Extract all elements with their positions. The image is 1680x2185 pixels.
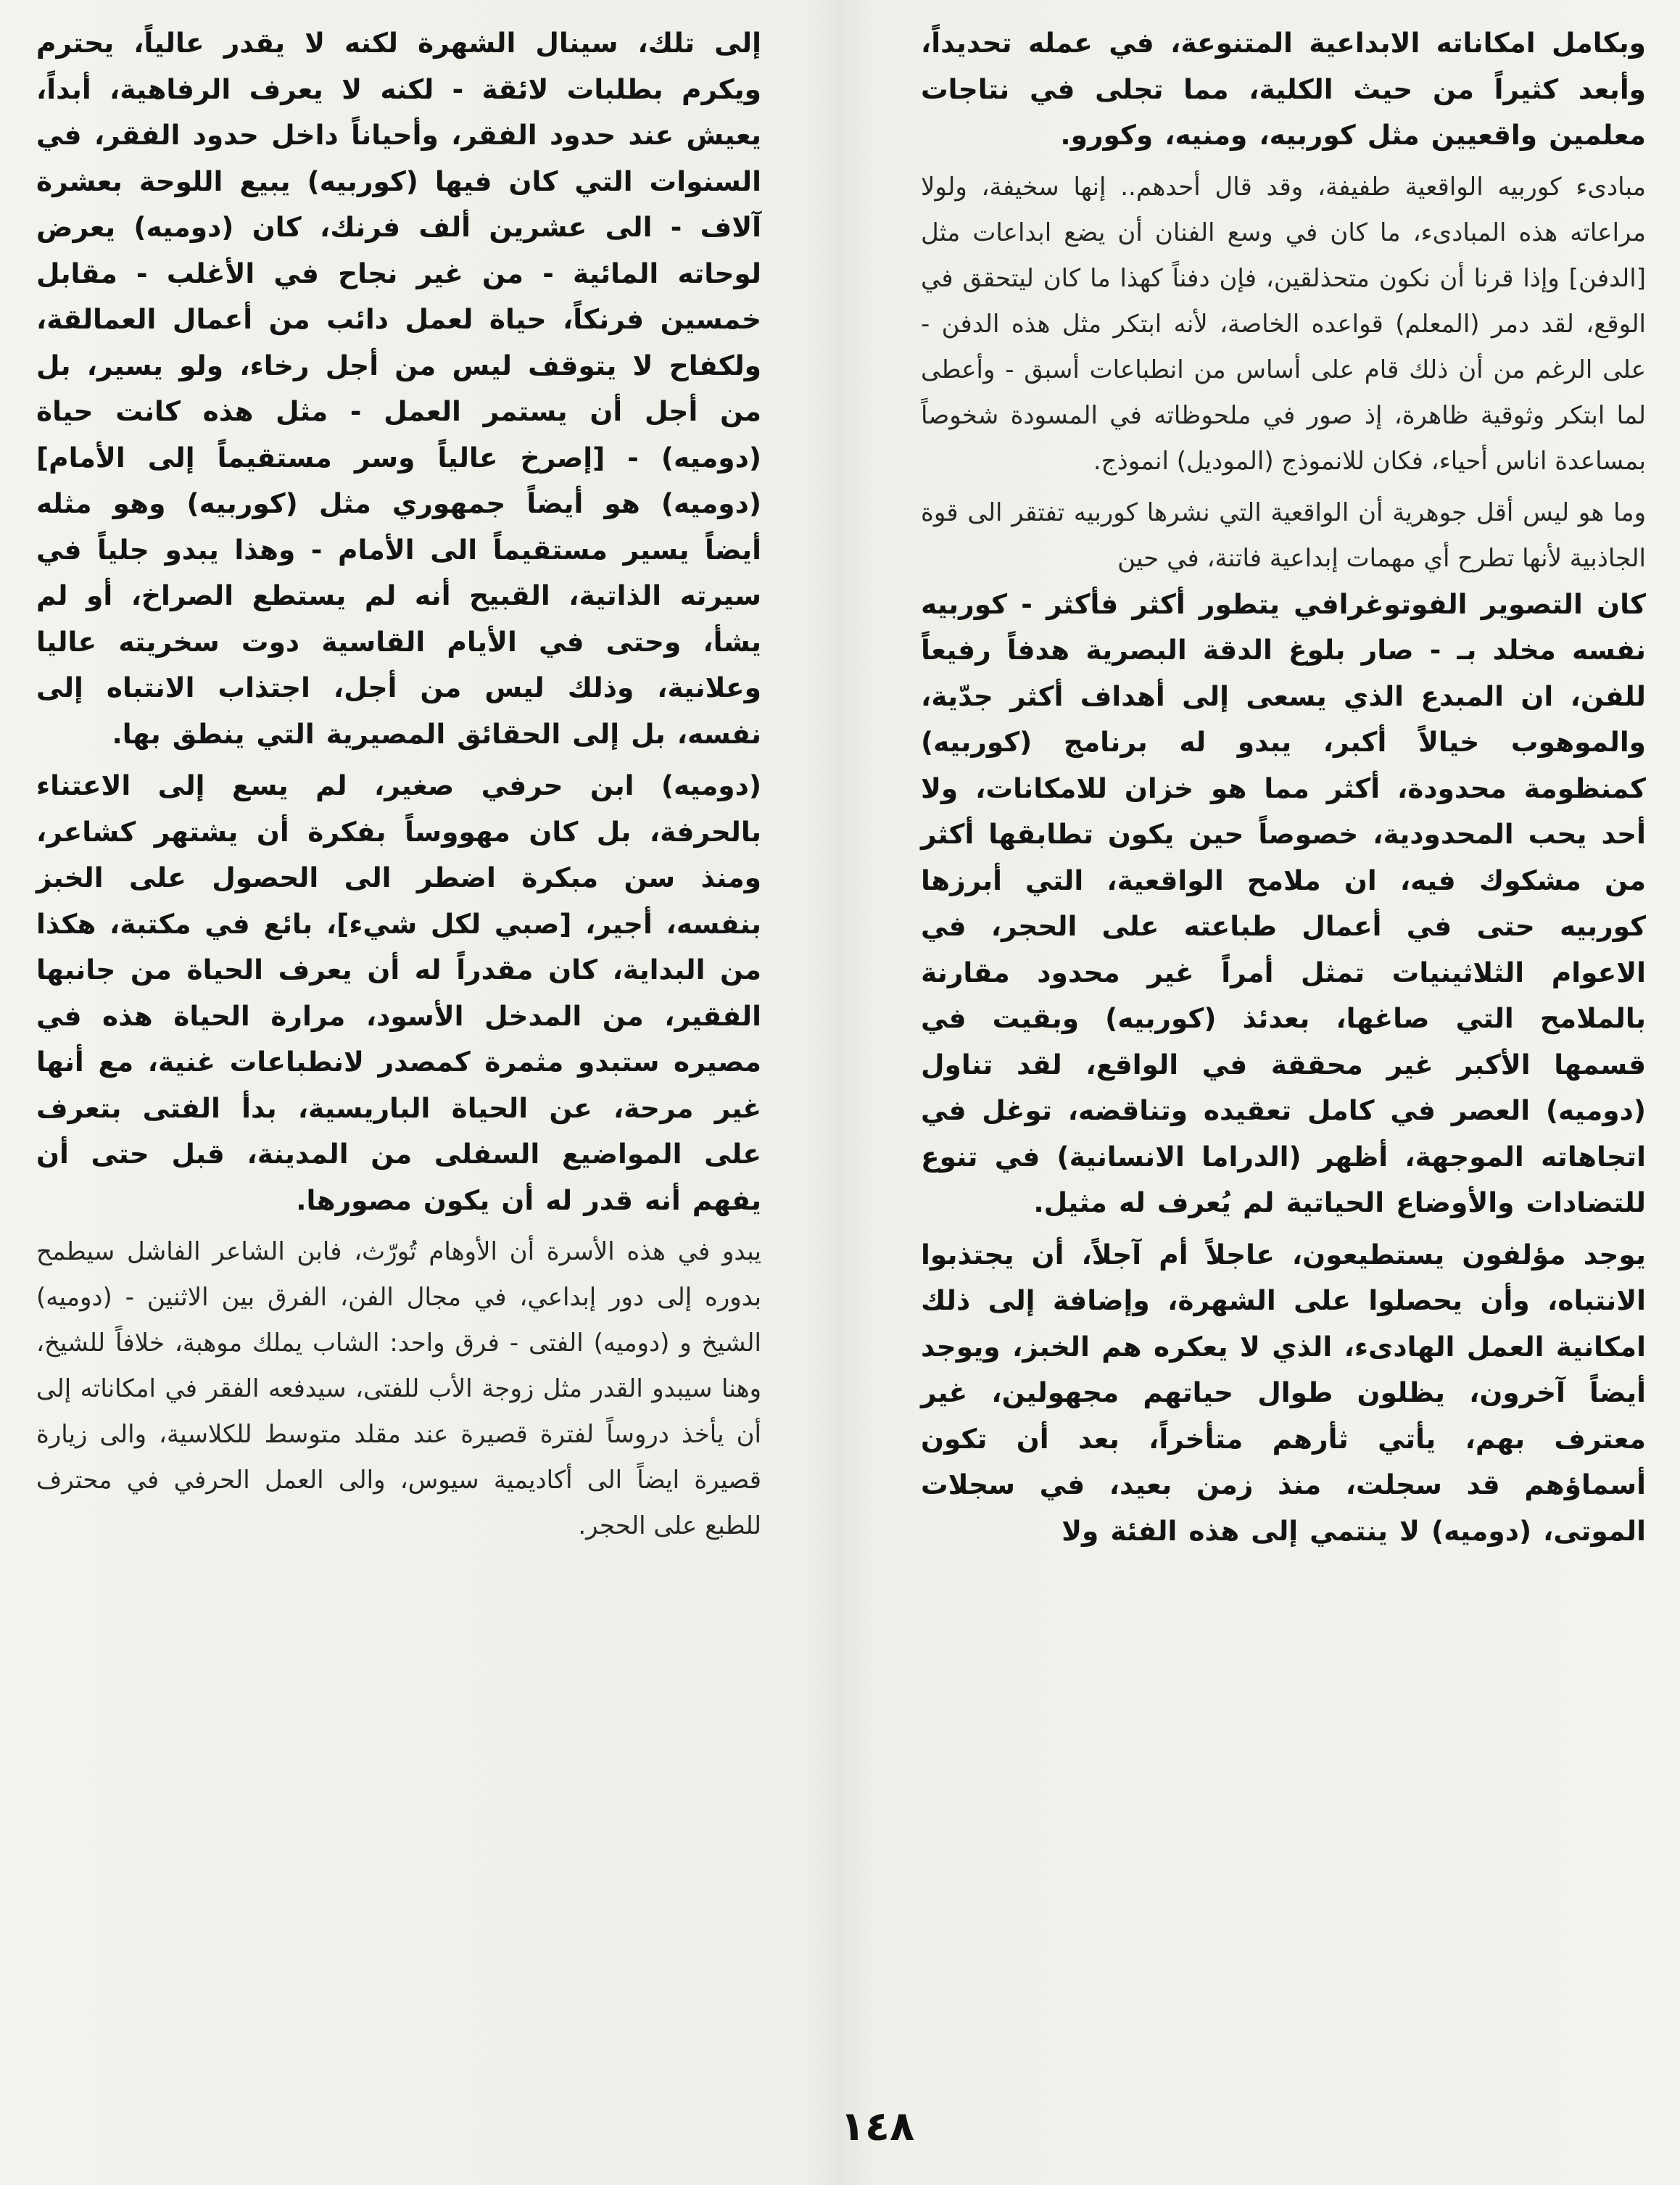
page-number: ١٤٨ (840, 2103, 915, 2150)
paragraph: كان التصوير الفوتوغرافي يتطور أكثر فأكثر - كوربيه نفسه مخلد بـ - صار بلوغ الدقة البصرية هدفاً رفيعاً للفن، ان المبدع الذي يسعى إلى أهداف أكثر جدّية، والموهوب خيالاً أكبر، يبدو له برنامج (كوربيه) كمنظومة محدودة، أكثر مما هو خزان للامكانات، ولا أحد يحب المحدودية، خصوصاً حين يكون تطابقها أكثر من مشكوك فيه، ان ملامح الواقعية، التي أبرزها كوربيه حتى في أعمال طباعته على الحجر، في الاعوام الثلاثينيات تمثل أمراً غير محدود مقارنة بالملامح التي صاغها، بعدئذ (كوربيه) وبقيت في قسمها الأكبر غير محققة في الواقع، لقد تناول (دوميه) العصر في كامل تعقيده وتناقضه، توغل في اتجاهاته الموجهة، أظهر (الدراما الانسانية) في تنوع للتضادات والأوضاع الحياتية لم يُعرف له مثيل. (921, 587, 1646, 1218)
paragraph: يبدو في هذه الأسرة أن الأوهام تُورّث، فابن الشاعر الفاشل سيطمح بدوره إلى دور إبداعي، في مجال الفن، الفرق بين الاثنين - (دوميه) الشيخ و (دوميه) الفتى - فرق واحد: الشاب يملك موهبة، خلافاً للشيخ، وهنا سيبدو القدر مثل زوجة الأب للفتى، سيدفعه الفقر في امكاناته إلى أن يأخذ دروساً لفترة قصيرة عند مقلد متوسط للكلاسية، والى زيارة قصيرة ايضاً الى أكاديمية سيوس، والى العمل الحرفي في محترف للطبع على الحجر. (36, 1237, 761, 1540)
paragraph: (دوميه) ابن حرفي صغير، لم يسع إلى الاعتناء بالحرفة، بل كان مهووساً بفكرة أن يشتهر كشاعر، ومنذ سن مبكرة اضطر الى الحصول على الخبز بنفسه، أجير، [صبي لكل شيء]، بائع في مكتبة، هكذا من البداية، كان مقدراً له أن يعرف الحياة من جانبها الفقير، من المدخل الأسود، مرارة الحياة هذه في مصيره ستبدو مثمرة كمصدر لانطباعات غنية، مع أنها غير مرحة، عن الحياة الباريسية، بدأ الفتى بتعرف على المواضيع السفلى من المدينة، قبل حتى أن يفهم أنه قدر له أن يكون مصورها. (36, 769, 761, 1216)
paragraph: وبكامل امكاناته الابداعية المتنوعة، في عمله تحديداً، وأبعد كثيراً من حيث الكلية، مما تجلى في نتاجات معلمين واقعيين مثل كوربيه، ومنيه، وكورو. (921, 27, 1646, 151)
left-column (36, 20, 761, 1555)
paragraph: يوجد مؤلفون يستطيعون، عاجلاً أم آجلاً، أن يجتذبوا الانتباه، وأن يحصلوا على الشهرة، وإضافة إلى ذلك امكانية العمل الهادىء، الذي لا يعكره هم الخبز، ويوجد أيضاً آخرون، يظلون طوال حياتهم مجهولين، غير معترف بهم، يأتي ثأرهم متأخراً، بعد أن تكون أسماؤهم قد سجلت، منذ زمن بعيد، في سجلات الموتى، (دوميه) لا ينتمي إلى هذه الفئة ولا (921, 1238, 1646, 1547)
right-column (921, 20, 1646, 1560)
paragraph: مبادىء كوربيه الواقعية طفيفة، وقد قال أحدهم.. إنها سخيفة، ولولا مراعاته هذه المبادىء، ما كان في وسع الفنان أن يضع ابداعات مثل [الدفن] وإذا قرنا أن نكون متحذلقين، فإن دفناً كهذا ما كان ليتحقق في الوقع، لقد دمر (المعلم) قواعده الخاصة، لأنه ابتكر مثل هذه الدفن - على الرغم من أن ذلك قام على أساس من انطباعات أسبق - وأعطى لما ابتكر وثوقية ظاهرة، إذ صور في ملحوظاته في المسودة شخوصاً بمساعدة اناس أحياء، فكان للانموذج (الموديل) انموذج. (921, 172, 1646, 476)
paragraph: إلى تلك، سينال الشهرة لكنه لا يقدر عالياً، يحترم ويكرم بطلبات لائقة - لكنه لا يعرف الرفاهية، أبداً، يعيش عند حدود الفقر، وأحياناً داخل حدود الفقر، في السنوات التي كان فيها (كوربيه) يبيع اللوحة بعشرة آلاف - الى عشرين ألف فرنك، كان (دوميه) يعرض لوحاته المائية - من غير نجاح في الأغلب - مقابل خمسين فرنكاً، حياة لعمل دائب من أعمال العمالقة، ولكفاح لا يتوقف ليس من أجل رخاء، ولو يسير، بل من أجل أن يستمر العمل - مثل هذه كانت حياة (دوميه) - [إصرخ عالياً وسر مستقيماً إلى الأمام] (دوميه) هو أيضاً جمهوري مثل (كوربيه) وهو مثله أيضاً يسير مستقيماً الى الأمام - وهذا يبدو جلياً في سيرته الذاتية، القبيح أنه لم يستطع الصراخ، أو لم يشأ، وحتى في الأيام القاسية دوت سخريته عاليا وعلانية، وذلك ليس من أجل، اجتذاب الانتباه إلى نفسه، بل إلى الحقائق المصيرية التي ينطق بها. (36, 27, 761, 750)
paragraph: وما هو ليس أقل جوهرية أن الواقعية التي نشرها كوربيه تفتقر الى قوة الجاذبية لأنها تطرح أي مهمات إبداعية فاتنة، في حين (921, 497, 1646, 573)
